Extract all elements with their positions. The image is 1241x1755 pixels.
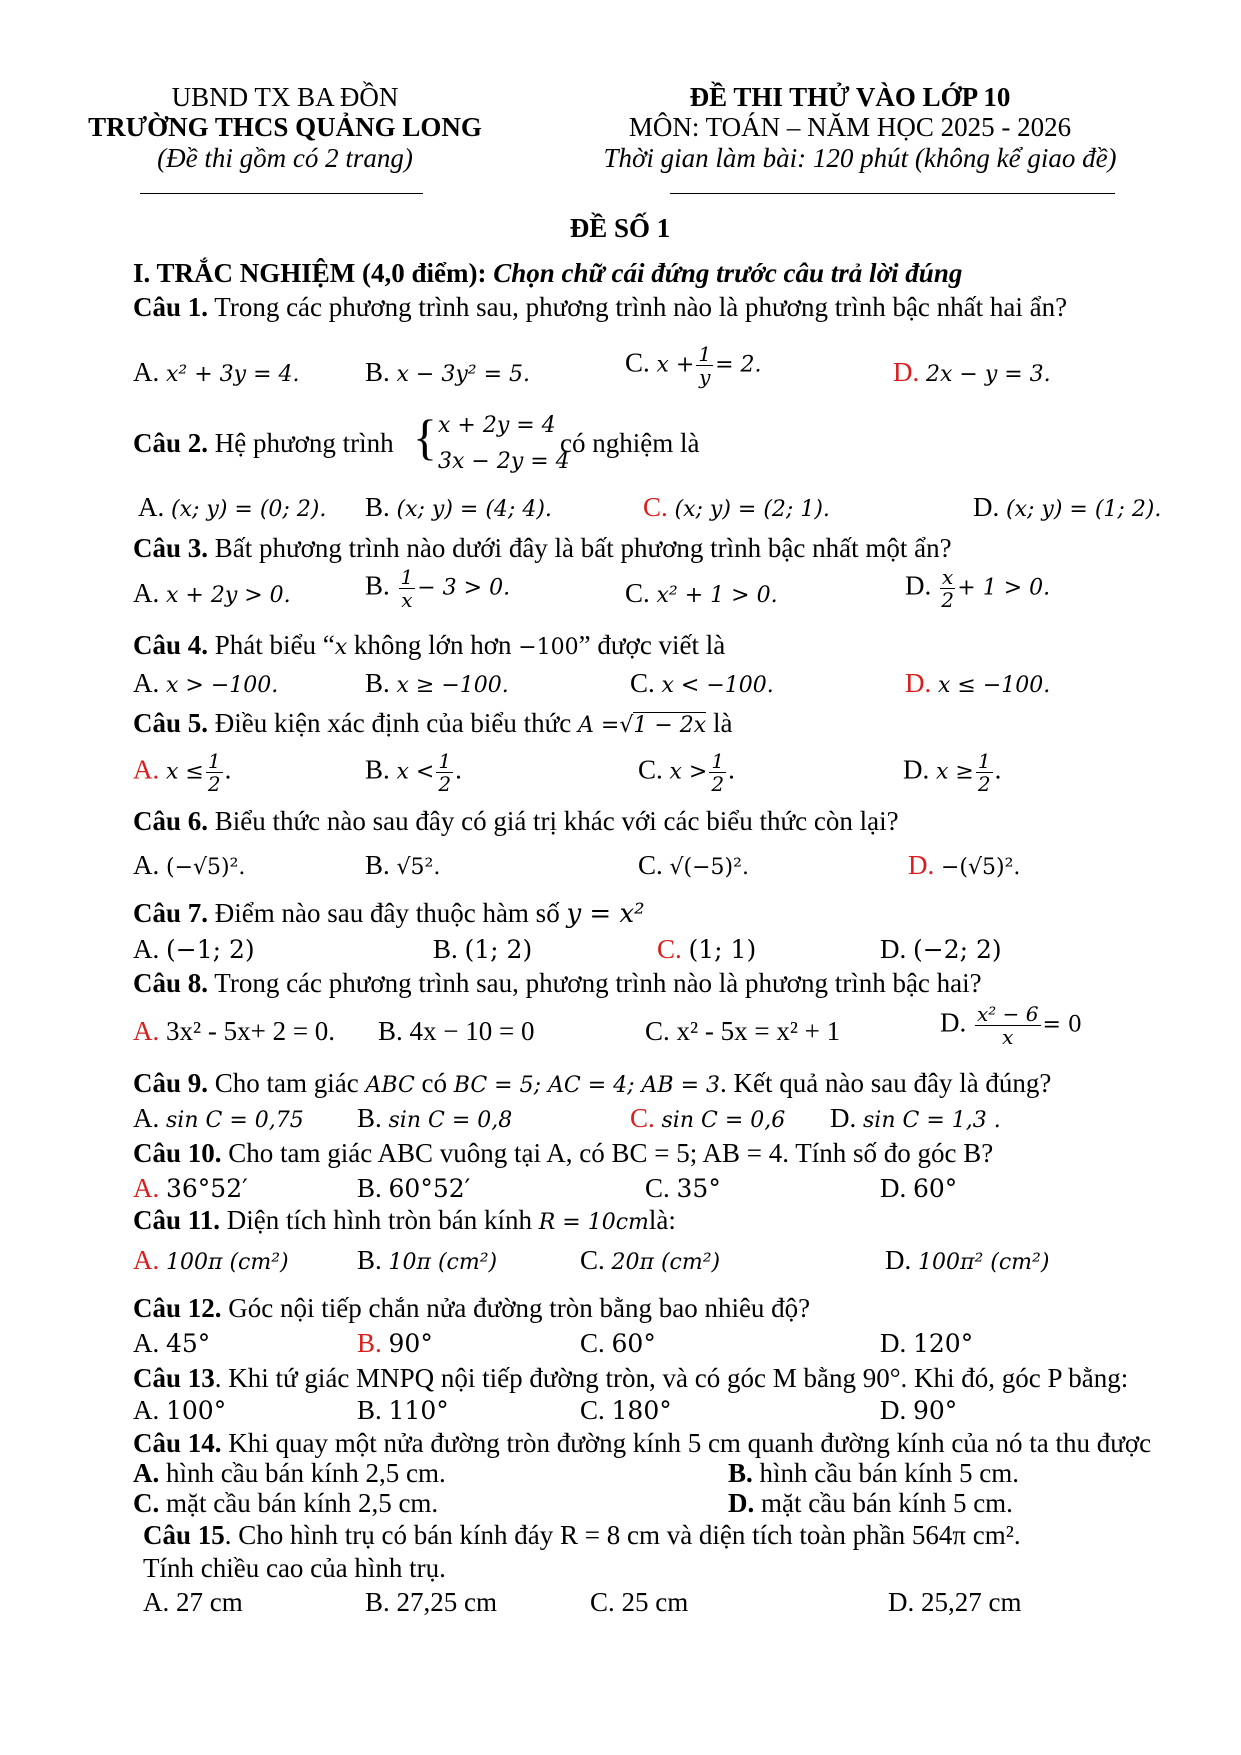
q5-option-a[interactable]: A. x ≤ $\frac{1}{2}$ .	[133, 749, 232, 796]
q8-option-d[interactable]: D. $\frac{\text{x² − 6}}{x}$ = 0	[940, 1002, 1082, 1049]
q1-option-c[interactable]: C. x + $\frac{1}{y}$ = 2.	[625, 342, 762, 389]
q2-tail: có nghiệm là	[560, 428, 700, 458]
question-11: Câu 11. Diện tích hình tròn bán kính R = 10cmlà:	[133, 1205, 676, 1235]
q3-option-d[interactable]: D. $\frac{x}{2}$ + 1 > 0.	[905, 565, 1051, 612]
header-right-line2: MÔN: TOÁN – NĂM HỌC 2025 - 2026	[628, 112, 1072, 142]
q5-option-c[interactable]: C. x > $\frac{1}{2}$ .	[638, 749, 735, 796]
q9-option-c[interactable]: C. sin C = 0,6	[630, 1103, 786, 1133]
q12-option-c[interactable]: C. 60°	[580, 1328, 656, 1358]
q10-option-b[interactable]: B. 60°52′	[357, 1173, 471, 1203]
question-4: Câu 4. Phát biểu “x không lớn hơn −100” được viết là	[133, 630, 726, 660]
q6-option-b[interactable]: B. √5².	[365, 850, 441, 880]
q13-option-b[interactable]: B. 110°	[357, 1395, 449, 1425]
question-14: Câu 14. Khi quay một nửa đường tròn đường kính 5 cm quanh đường kính của nó ta thu được	[133, 1428, 1152, 1458]
q9-option-a[interactable]: A. sin C = 0,75	[133, 1103, 304, 1133]
question-15: Câu 15. Cho hình trụ có bán kính đáy R = 8 cm và diện tích toàn phần 564π cm².	[143, 1520, 1021, 1550]
q11-option-c[interactable]: C. 20π (cm²)	[580, 1245, 721, 1275]
q3-option-c[interactable]: C. x² + 1 > 0.	[625, 578, 778, 608]
q2-option-d[interactable]: D. (x; y) = (1; 2).	[973, 492, 1162, 522]
q9-option-d[interactable]: D. sin C = 1,3 .	[830, 1103, 1001, 1133]
question-1: Câu 1. Trong các phương trình sau, phương trình nào là phương trình bậc nhất hai ẩn?	[133, 292, 1068, 322]
q4-option-b[interactable]: B. x ≥ −100.	[365, 668, 509, 698]
question-13: Câu 13. Khi tứ giác MNPQ nội tiếp đường tròn, và có góc M bằng 90°. Khi đó, góc P bằng:	[133, 1363, 1129, 1393]
q4-option-c[interactable]: C. x < −100.	[630, 668, 774, 698]
question-12: Câu 12. Góc nội tiếp chắn nửa đường tròn bằng bao nhiêu độ?	[133, 1293, 811, 1323]
question-5: Câu 5. Điều kiện xác định của biểu thức A =√1 − 2x là	[133, 708, 733, 738]
q3-option-a[interactable]: A. x + 2y > 0.	[133, 578, 291, 608]
question-8: Câu 8. Trong các phương trình sau, phương trình nào là phương trình bậc hai?	[133, 968, 982, 998]
q7-option-b[interactable]: B. (1; 2)	[433, 934, 533, 964]
q14-option-c[interactable]: C. mặt cầu bán kính 2,5 cm.	[133, 1488, 439, 1518]
q15-option-d[interactable]: D. 25,27 cm	[888, 1587, 1022, 1617]
q2-option-b[interactable]: B. (x; y) = (4; 4).	[365, 492, 552, 522]
q9-option-b[interactable]: B. sin C = 0,8	[357, 1103, 513, 1133]
q5-option-b[interactable]: B. x < $\frac{1}{2}$ .	[365, 749, 462, 796]
q15-option-c[interactable]: C. 25 cm	[590, 1587, 689, 1617]
q13-option-c[interactable]: C. 180°	[580, 1395, 672, 1425]
q14-option-a[interactable]: A. hình cầu bán kính 2,5 cm.	[133, 1458, 446, 1488]
q10-option-d[interactable]: D. 60°	[880, 1173, 958, 1203]
header-right-line1: ĐỀ THI THỬ VÀO LỚP 10	[689, 82, 1011, 112]
q13-option-a[interactable]: A. 100°	[133, 1395, 227, 1425]
q14-option-b[interactable]: B. hình cầu bán kính 5 cm.	[728, 1458, 1019, 1488]
section-title: I. TRẮC NGHIỆM (4,0 điểm): Chọn chữ cái đứng trước câu trả lời đúng	[133, 258, 963, 288]
question-7: Câu 7. Điểm nào sau đây thuộc hàm số y = x²	[133, 898, 645, 929]
q5-option-d[interactable]: D. x ≥ $\frac{1}{2}$ .	[903, 749, 1002, 796]
q2-option-c[interactable]: C. (x; y) = (2; 1).	[643, 492, 830, 522]
header-left-line1: UBND TX BA ĐỒN	[171, 82, 399, 112]
q13-option-d[interactable]: D. 90°	[880, 1395, 958, 1425]
q7-option-a[interactable]: A. (−1; 2)	[133, 934, 255, 964]
q12-option-a[interactable]: A. 45°	[133, 1328, 211, 1358]
header-right-rule	[670, 193, 1115, 194]
q6-option-a[interactable]: A. (−√5)².	[133, 850, 246, 880]
q4-option-a[interactable]: A. x > −100.	[133, 668, 279, 698]
q6-option-d[interactable]: D. −(√5)².	[908, 850, 1021, 880]
q2-system-eq2: 3x − 2y = 4	[438, 449, 570, 474]
q11-option-a[interactable]: A. 100π (cm²)	[133, 1245, 289, 1275]
question-15-line2: Tính chiều cao của hình trụ.	[143, 1553, 446, 1583]
question-6: Câu 6. Biểu thức nào sau đây có giá trị khác với các biểu thức còn lại?	[133, 806, 899, 836]
q11-option-d[interactable]: D. 100π² (cm²)	[885, 1245, 1050, 1275]
q8-option-a[interactable]: A. 3x² - 5x+ 2 = 0.	[133, 1016, 336, 1046]
question-10: Câu 10. Cho tam giác ABC vuông tại A, có BC = 5; AB = 4. Tính số đo góc B?	[133, 1138, 994, 1168]
q7-option-c[interactable]: C. (1; 1)	[657, 934, 757, 964]
q7-option-d[interactable]: D. (−2; 2)	[880, 934, 1002, 964]
header-left-line2: TRƯỜNG THCS QUẢNG LONG	[88, 112, 482, 142]
q4-option-d[interactable]: D. x ≤ −100.	[905, 668, 1051, 698]
q6-option-c[interactable]: C. √(−5)².	[638, 850, 749, 880]
q12-option-d[interactable]: D. 120°	[880, 1328, 974, 1358]
q1-option-b[interactable]: B. x − 3y² = 5.	[365, 357, 530, 387]
q8-option-b[interactable]: B. 4x − 10 = 0	[378, 1016, 535, 1046]
q15-option-b[interactable]: B. 27,25 cm	[365, 1587, 498, 1617]
q2-system-eq1: x + 2y = 4	[438, 413, 556, 438]
q12-option-b[interactable]: B. 90°	[357, 1328, 433, 1358]
q3-option-b[interactable]: B. $\frac{1}{x}$ − 3 > 0.	[365, 565, 511, 612]
question-2: Câu 2. Hệ phương trình	[133, 428, 394, 458]
exam-number: ĐỀ SỐ 1	[569, 213, 671, 243]
q10-option-c[interactable]: C. 35°	[645, 1173, 721, 1203]
q1-option-d[interactable]: D. 2x − y = 3.	[893, 357, 1051, 387]
header-left-rule	[140, 193, 423, 194]
header-right-line3: Thời gian làm bài: 120 phút (không kể giao đề)	[603, 143, 1117, 173]
q1-option-a[interactable]: A. x² + 3y = 4.	[133, 357, 300, 387]
question-9: Câu 9. Cho tam giác ABC có BC = 5; AC = 4; AB = 3. Kết quả nào sau đây là đúng?	[133, 1068, 1052, 1098]
q10-option-a[interactable]: A. 36°52′	[133, 1173, 248, 1203]
q2-option-a[interactable]: A. (x; y) = (0; 2).	[138, 492, 327, 522]
question-3: Câu 3. Bất phương trình nào dưới đây là bất phương trình bậc nhất một ẩn?	[133, 533, 952, 563]
q14-option-d[interactable]: D. mặt cầu bán kính 5 cm.	[728, 1488, 1013, 1518]
system-brace: {	[413, 409, 437, 465]
q8-option-c[interactable]: C. x² - 5x = x² + 1	[645, 1016, 841, 1046]
q11-option-b[interactable]: B. 10π (cm²)	[357, 1245, 498, 1275]
header-left-line3: (Đề thi gồm có 2 trang)	[157, 143, 413, 173]
q15-option-a[interactable]: A. 27 cm	[143, 1587, 243, 1617]
